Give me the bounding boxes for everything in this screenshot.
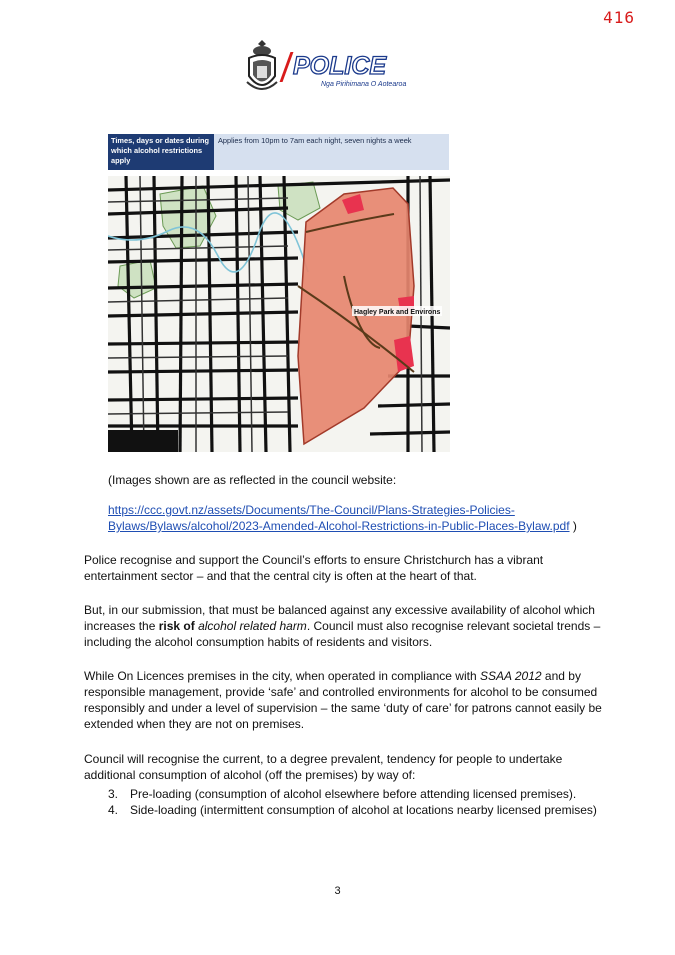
page-footer-number: 3	[334, 885, 341, 897]
paragraph-1-text: Police recognise and support the Council’s efforts to ensure Christchurch has a vibrant entertainment sector – and that the central city is often at the heart of that.	[84, 553, 544, 583]
link-closing: )	[569, 519, 577, 533]
police-logo	[243, 38, 413, 100]
restriction-table	[108, 134, 449, 170]
list-item	[108, 802, 608, 818]
paragraph-3-a: While On Licences premises in the city, when operated in compliance with	[84, 669, 480, 683]
paragraph-2	[84, 602, 604, 650]
logo-subtitle: Nga Pirihimana O Aotearoa	[321, 81, 407, 88]
paragraph-2-italic: alcohol related harm	[198, 619, 307, 633]
paragraph-1	[84, 552, 604, 584]
restriction-value: Applies from 10pm to 7am each night, seven nights a week	[218, 136, 412, 145]
area-label: Hagley Park and Environs	[354, 309, 441, 316]
paragraph-4	[84, 751, 604, 783]
paragraph-4-text: Council will recognise the current, to a degree prevalent, tendency for people to undertake additional consumption of alcohol (off the premises) by way of:	[84, 752, 563, 782]
paragraph-2-bold: risk of	[158, 619, 195, 633]
list-item-text: Pre-loading (consumption of alcohol elsewhere before attending licensed premises).	[130, 787, 577, 801]
paragraph-3	[84, 668, 604, 732]
police-crest-icon	[243, 38, 281, 96]
list-item-number: 3.	[108, 787, 119, 801]
image-caption	[108, 472, 608, 488]
link-paragraph	[108, 502, 618, 534]
restriction-map	[108, 176, 450, 452]
paragraph-2-a: But, in our submission, that must be balanced against any excessive availability of alcohol which increases the	[84, 603, 595, 633]
bylaw-link[interactable]: https://ccc.govt.nz/assets/Documents/The-Council/Plans-Strategies-Policies-Bylaws/Bylaws/alcohol/2023-Amended-Alcohol-Restrictions-in-Public-Places-Bylaw.pdf	[108, 503, 570, 533]
list-item-text: Side-loading (intermittent consumption of alcohol at locations nearby licensed premises)	[130, 803, 597, 817]
page-number-top: 416	[603, 8, 635, 27]
paragraph-2-b: . Council must also recognise relevant societal trends – including the alcohol consumption habits of residents and visitors.	[84, 619, 601, 649]
loading-list	[108, 786, 608, 818]
rail-block	[108, 430, 178, 452]
logo-slash	[280, 52, 294, 82]
paragraph-3-b: and by responsible management, provide ‘safe’ and controlled environments for alcohol to be consumed responsibly and under a level of supervision – the same ‘duty of care’ for patrons cannot easily be extended when they are not on premises.	[84, 669, 602, 731]
list-item-number: 4.	[108, 803, 119, 817]
restriction-label: Times, days or dates during which alcohol restrictions apply	[108, 134, 214, 170]
paragraph-3-italic: SSAA 2012	[479, 669, 542, 683]
caption-text: (Images shown are as reflected in the council website:	[108, 473, 397, 487]
list-item	[108, 786, 608, 802]
logo-wordmark: POLICE	[293, 52, 387, 80]
